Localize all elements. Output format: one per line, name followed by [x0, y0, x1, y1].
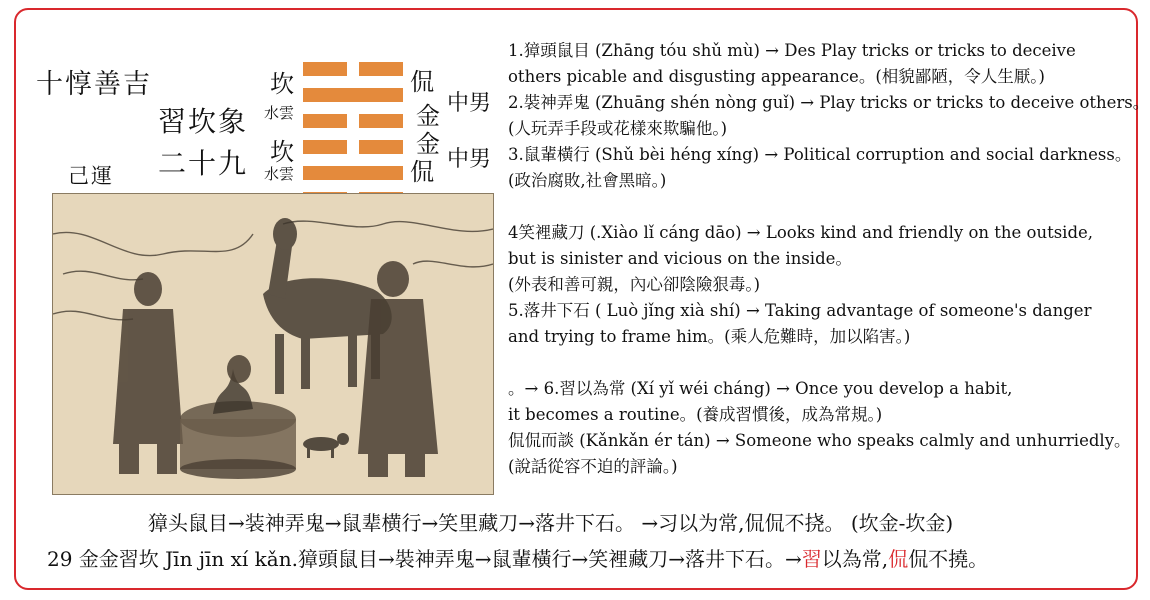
note-line: 侃侃而談 (Kǎnkǎn ér tán) → Someone who speaks calmly and unhurriedly。	[508, 431, 1131, 450]
note-line: (外表和善可親，內心卻陰險狠毒。)	[508, 275, 761, 294]
note-line: 3.鼠輩橫行 (Shǔ bèi héng xíng) → Political corruption and social darkness。	[508, 145, 1132, 164]
yin-segment	[359, 140, 403, 154]
upper-trigram-sub: 水雲	[264, 104, 295, 122]
note-line: and trying to frame him。(乘人危難時，加以陷害。)	[508, 327, 911, 346]
yin-segment	[303, 62, 347, 76]
note-line: 4笑裡藏刀 (.Xiào lǐ cáng dāo) → Looks kind and friendly on the outside,	[508, 223, 1094, 242]
note-line: (說話從容不迫的評論。)	[508, 457, 678, 476]
lower-side-label: 中男	[447, 147, 492, 172]
woodcut-illustration	[52, 193, 494, 495]
yang-segment	[303, 166, 403, 180]
yang-segment	[303, 88, 403, 102]
woodcut-scene-icon	[53, 194, 493, 494]
summary-highlight-1: 習	[801, 547, 822, 571]
note-line: 1.獐頭鼠目 (Zhāng tóu shǔ mù) → Des Play tricks or tricks to deceive	[508, 41, 1076, 60]
hexagram-line-5	[303, 166, 403, 180]
summary-line-simplified: 獐头鼠目→装神弄鬼→鼠辈横行→笑里藏刀→落井下石。 →习以为常,侃侃不挠。 (坎金-坎金)	[148, 511, 954, 535]
luck-label: 己運	[68, 164, 114, 188]
hexagram-line-3	[303, 114, 403, 128]
note-line: (政治腐敗,社會黑暗。)	[508, 171, 667, 190]
summary-highlight-2: 侃	[888, 547, 909, 571]
summary-line-traditional	[47, 543, 988, 572]
upper-trigram-name: 坎	[270, 70, 294, 98]
note-line: others picable and disgusting appearance。(相貌鄙陋，令人生厭。)	[508, 67, 1045, 86]
yin-segment	[303, 140, 347, 154]
title-line-2: 二十九	[158, 147, 249, 180]
right-top-char: 侃	[410, 68, 434, 96]
note-line: 5.落井下石 ( Luò jǐng xià shí) → Taking advantage of someone's danger	[508, 301, 1092, 320]
notes-gap	[508, 194, 1128, 220]
note-line: it becomes a routine。(養成習慣後，成為常規。)	[508, 405, 883, 424]
note-line: 。→ 6.習以為常 (Xí yǐ wéi cháng) → Once you develop a habit,	[508, 379, 1013, 398]
summary-line-part-a: 29 金金習坎 Jīn jīn xí kǎn.獐頭鼠目→裝神弄鬼→鼠輩橫行→笑裡藏刀→落井下石。→	[47, 547, 802, 571]
hexagram-name: 十惇善吉	[36, 69, 152, 100]
lower-trigram-name: 坎	[270, 138, 294, 166]
upper-side-label: 中男	[447, 91, 492, 116]
right-mid-char-2: 金	[416, 130, 440, 158]
lower-trigram-sub: 水雲	[264, 165, 295, 183]
right-mid-char-1: 金	[416, 102, 440, 130]
note-line: (人玩弄手段或花樣來欺騙他。)	[508, 119, 728, 138]
hexagram-line-1	[303, 62, 403, 76]
notes-panel	[508, 38, 1150, 480]
hexagram-line-2	[303, 88, 403, 102]
hexagram-line-4	[303, 140, 403, 154]
summary-line-part-c: 侃不撓。	[908, 547, 989, 571]
yin-segment	[359, 62, 403, 76]
yin-segment	[303, 114, 347, 128]
note-line: 2.裝神弄鬼 (Zhuāng shén nòng guǐ) → Play tricks or tricks to deceive others。	[508, 93, 1150, 112]
yin-segment	[359, 114, 403, 128]
notes-gap	[508, 350, 1128, 376]
summary-line-part-b: 以為常,	[821, 547, 889, 571]
right-bottom-char: 侃	[410, 158, 434, 186]
title-line-1: 習坎象	[158, 105, 249, 138]
note-line: but is sinister and vicious on the inside。	[508, 249, 852, 268]
